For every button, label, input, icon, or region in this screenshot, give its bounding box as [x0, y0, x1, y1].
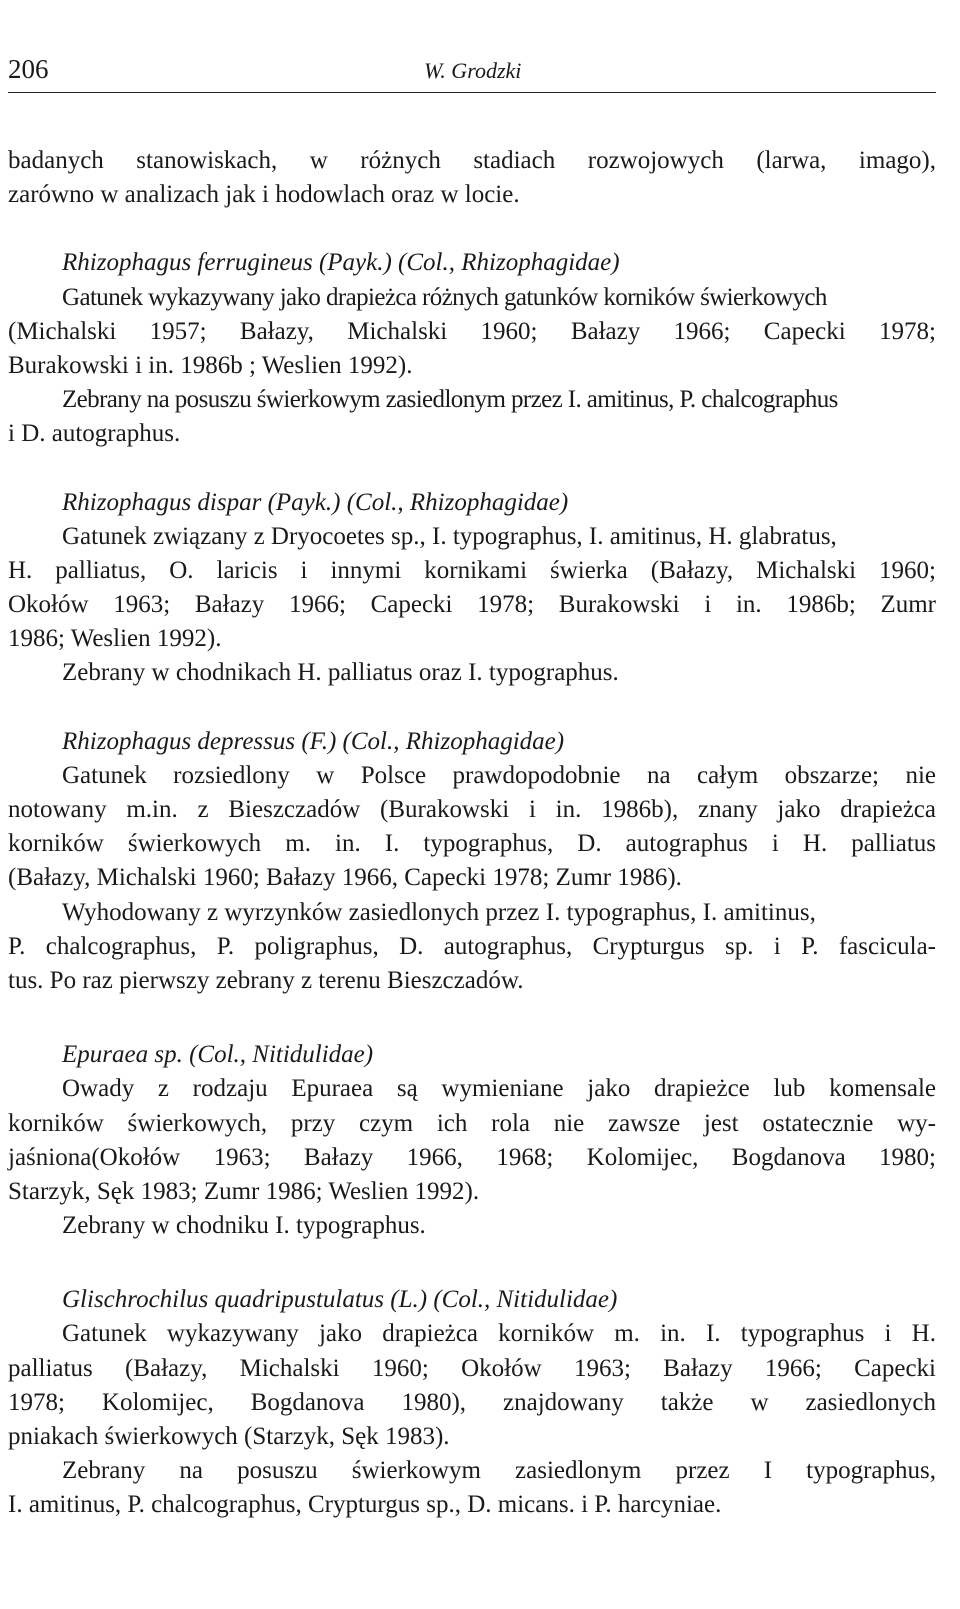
- running-head: W. Grodzki: [424, 58, 522, 83]
- text-line: Zebrany na posuszu świerkowym zasiedlonym przez I typographus,: [62, 1457, 936, 1485]
- text-line: (Michalski 1957; Bałazy, Michalski 1960; Bałazy 1966; Capecki 1978;: [8, 317, 936, 345]
- text-line: 1986; Weslien 1992).: [8, 625, 222, 653]
- text-line: Starzyk, Sęk 1983; Zumr 1986; Weslien 1992).: [8, 1177, 480, 1205]
- species-heading: Rhizophagus dispar (Payk.) (Col., Rhizophagidae): [62, 488, 569, 516]
- text-line: korników świerkowych m. in. I. typographus, D. autographus i H. palliatus: [8, 830, 936, 858]
- text-line: Zebrany w chodnikach H. palliatus oraz I. typographus.: [62, 659, 619, 687]
- text-line: i D. autographus.: [8, 420, 181, 448]
- species-heading: Rhizophagus ferrugineus (Payk.) (Col., Rhizophagidae): [62, 249, 620, 277]
- text-line: H. palliatus, O. laricis i innymi kornikami świerka (Bałazy, Michalski 1960;: [8, 556, 936, 584]
- text-line: Zebrany w chodniku I. typographus.: [62, 1212, 426, 1240]
- text-line: Zebrany na posuszu świerkowym zasiedlonym przez I. amitinus, P. chalcographus: [62, 386, 838, 414]
- text-line: jaśniona(Okołów 1963; Bałazy 1966, 1968; Kolomijec, Bogdanova 1980;: [8, 1143, 936, 1171]
- text-line: Gatunek wykazywany jako drapieżca różnych gatunków korników świerkowych: [62, 283, 827, 311]
- text-line: korników świerkowych, przy czym ich rola nie zawsze jest ostatecznie wy-: [8, 1109, 936, 1137]
- text-line: pniakach świerkowych (Starzyk, Sęk 1983).: [8, 1423, 450, 1450]
- species-heading: Rhizophagus depressus (F.) (Col., Rhizophagidae): [62, 727, 565, 755]
- text-line: notowany m.in. z Bieszczadów (Burakowski i in. 1986b), znany jako drapieżca: [8, 796, 936, 823]
- text-line: Burakowski i in. 1986b ; Weslien 1992).: [8, 351, 413, 379]
- text-line: Owady z rodzaju Epuraea są wymieniane jako drapieżce lub komensale: [62, 1075, 936, 1103]
- text-line: 1978; Kolomijec, Bogdanova 1980), znajdowany także w zasiedlonych: [8, 1388, 936, 1416]
- text-line: Gatunek wykazywany jako drapieżca korników m. in. I. typographus i H.: [62, 1320, 936, 1348]
- text-line: Gatunek związany z Dryocoetes sp., I. typographus, I. amitinus, H. glabratus,: [62, 522, 837, 550]
- page-header: [8, 46, 936, 93]
- text-line: Wyhodowany z wyrzynków zasiedlonych przez I. typographus, I. amitinus,: [62, 898, 816, 926]
- text-line: Okołów 1963; Bałazy 1966; Capecki 1978; Burakowski i in. 1986b; Zumr: [8, 591, 936, 619]
- text-line: (Bałazy, Michalski 1960; Bałazy 1966, Capecki 1978; Zumr 1986).: [8, 864, 682, 892]
- text-line: badanych stanowiskach, w różnych stadiach rozwojowych (larwa, imago),: [8, 147, 936, 174]
- page-number: 206: [8, 54, 49, 84]
- text-line: I. amitinus, P. chalcographus, Crypturgus sp., D. micans. i P. harcyniae.: [8, 1491, 722, 1519]
- text-line: P. chalcographus, P. poligraphus, D. autographus, Crypturgus sp. i P. fascicula-: [8, 932, 936, 960]
- article-body: [8, 144, 936, 1523]
- text-line: palliatus (Bałazy, Michalski 1960; Okołów 1963; Bałazy 1966; Capecki: [8, 1354, 936, 1382]
- text-line: tus. Po raz pierwszy zebrany z terenu Bieszczadów.: [8, 966, 524, 994]
- text-line: zarówno w analizach jak i hodowlach oraz w locie.: [8, 181, 520, 209]
- species-heading: Epuraea sp. (Col., Nitidulidae): [62, 1041, 374, 1069]
- species-heading: Glischrochilus quadripustulatus (L.) (Col., Nitidulidae): [62, 1286, 618, 1314]
- text-line: Gatunek rozsiedlony w Polsce prawdopodobnie na całym obszarze; nie: [62, 761, 936, 789]
